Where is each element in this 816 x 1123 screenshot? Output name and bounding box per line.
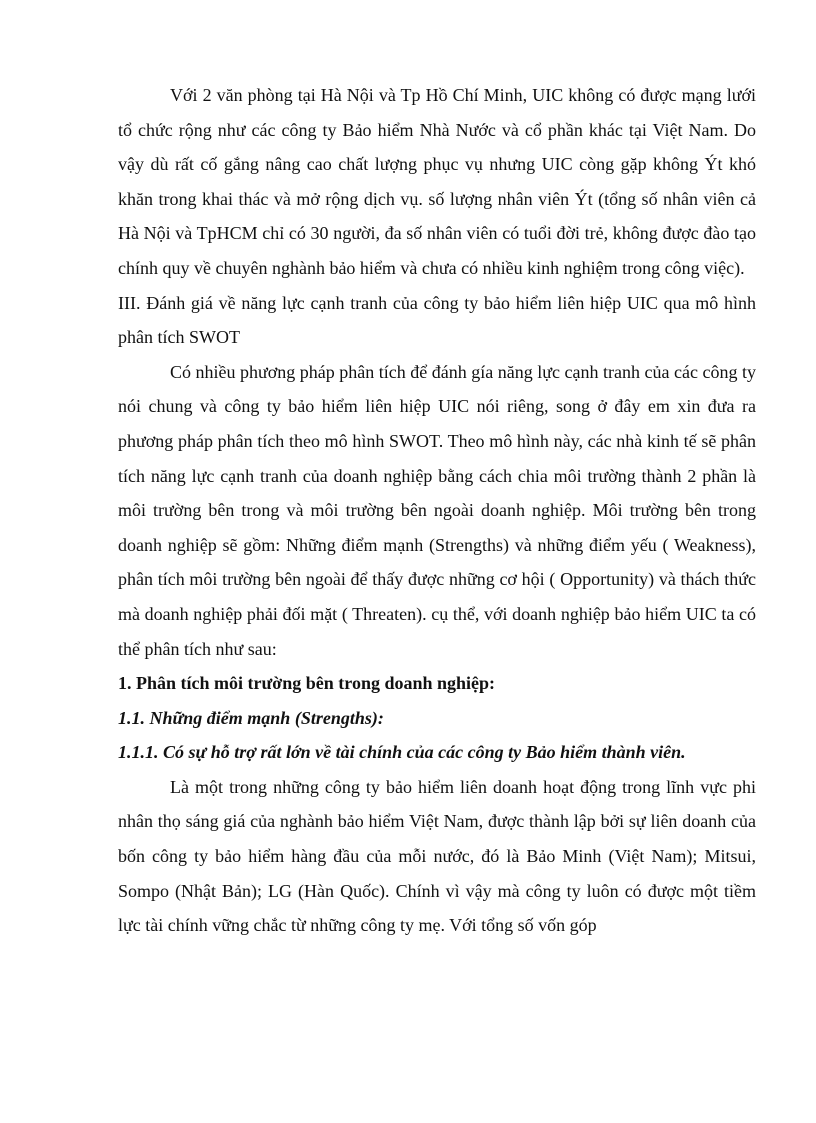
paragraph-swot-method: Có nhiều phương pháp phân tích để đánh gía năng lực cạnh tranh của các công ty nói chung và công ty bảo hiểm liên hiệp UIC nói riêng, song ở đây em xin đưa ra phương pháp phân tích theo mô hình SWOT. Theo mô hình này, các nhà kinh tế sẽ phân tích năng lực cạnh tranh của doanh nghiệp bằng cách chia môi trường thành 2 phần là môi trường bên trong và môi trường bên ngoài doanh nghiệp. Môi trường bên trong doanh nghiệp sẽ gồm: Những điểm mạnh (Strengths) và những điểm yếu ( Weakness), phân tích môi trường bên ngoài để thấy được những cơ hội ( Opportunity) và thách thức mà doanh nghiệp phải đối mặt ( Threaten). cụ thể, với doanh nghiệp bảo hiểm UIC ta có thể phân tích như sau: [118, 361, 756, 659]
document-page [118, 78, 756, 943]
paragraph-joint-venture: Là một trong những công ty bảo hiểm liên doanh hoạt động trong lĩnh vực phi nhân thọ sáng giá của nghành bảo hiểm Việt Nam, được thành lập bởi sự liên doanh của bốn công ty bảo hiểm hàng đầu của mỗi nước, đó là Bảo Minh (Việt Nam); Mitsui, Sompo (Nhật Bản); LG (Hàn Quốc). Chính vì vậy mà công ty luôn có được một tiềm lực tài chính vững chắc từ những công ty mẹ. Với tổng số vốn góp [118, 776, 756, 936]
paragraph-offices: Với 2 văn phòng tại Hà Nội và Tp Hồ Chí Minh, UIC không có được mạng lưới tổ chức rộng như các công ty Bảo hiểm Nhà Nước và cổ phần khác tại Việt Nam. Do vậy dù rất cố gắng nâng cao chất lượng phục vụ nhưng UIC còng gặp không Ýt khó khăn trong khai thác và mở rộng dịch vụ. số lượng nhân viên Ýt (tổng số nhân viên cả Hà Nội và TpHCM chỉ có 30 người, đa số nhân viên có tuổi đời trẻ, không được đào tạo chính quy về chuyên nghành bảo hiểm và chưa có nhiều kinh nghiệm trong công việc). [118, 85, 756, 278]
section-heading-swot: III. Đánh giá về năng lực cạnh tranh của công ty bảo hiểm liên hiệp UIC qua mô hình phân tích SWOT [118, 292, 756, 348]
heading-financial-support: 1.1.1. Có sự hỗ trợ rất lớn về tài chính của các công ty Bảo hiểm thành viên. [118, 742, 686, 763]
heading-internal-environment: 1. Phân tích môi trường bên trong doanh nghiệp: [118, 673, 495, 694]
heading-strengths: 1.1. Những điểm mạnh (Strengths): [118, 707, 384, 728]
